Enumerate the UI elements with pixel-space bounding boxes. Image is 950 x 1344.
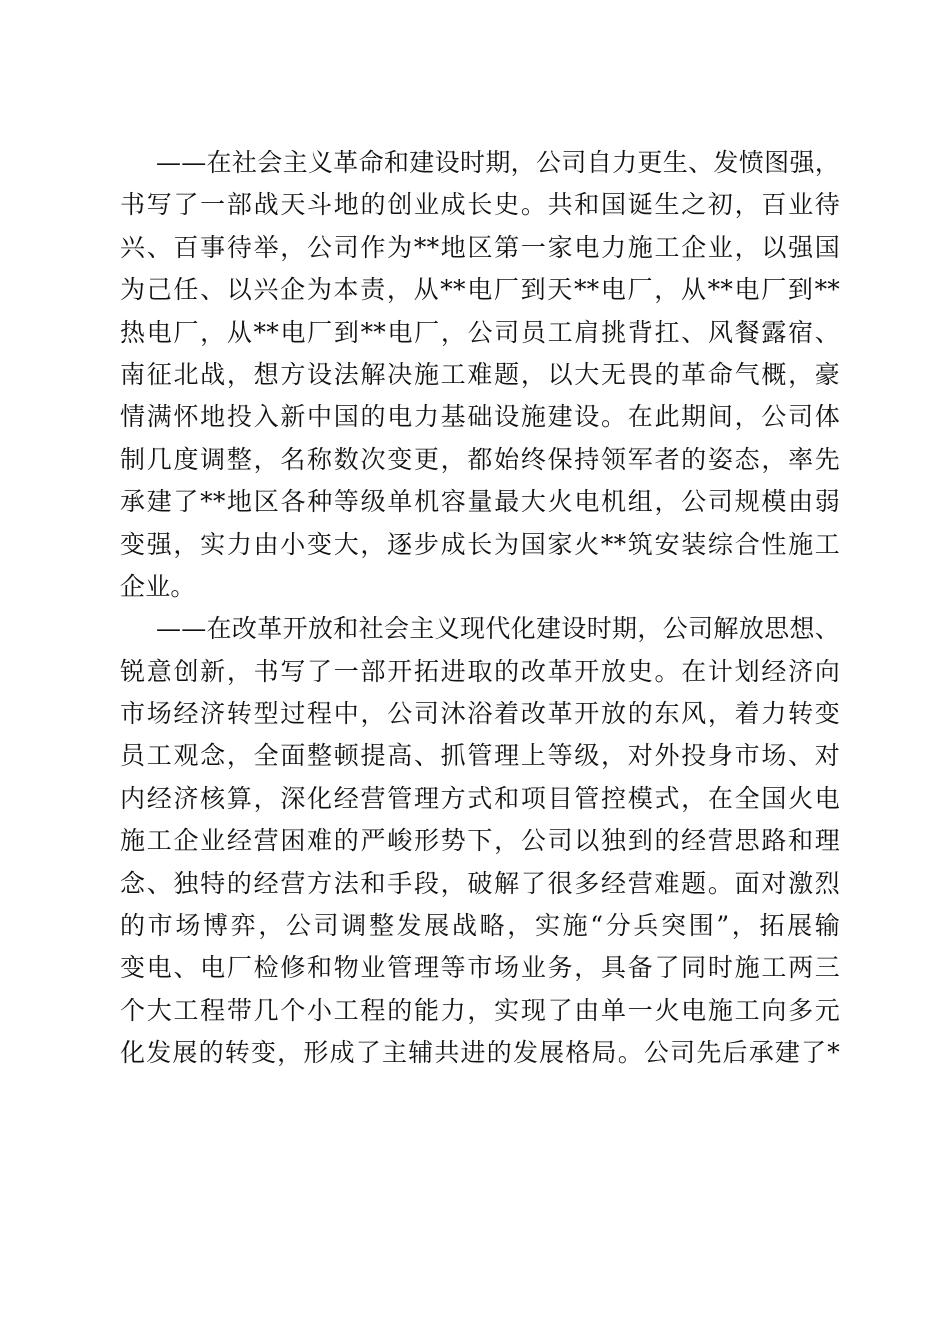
paragraph-2-line-9: 变电、电厂检修和物业管理等市场业务，具备了同时施工两三: [120, 953, 840, 983]
paragraph-2: [120, 608, 840, 1074]
paragraph-2-line-8: 的市场博弈，公司调整发展战略，实施“分兵突围”，拓展输: [120, 911, 840, 941]
paragraph-2-line-2: 锐意创新，书写了一部开拓进取的改革开放史。在计划经济向: [120, 656, 840, 686]
paragraph-2-line-7: 念、独特的经营方法和手段，破解了很多经营难题。面对激烈: [120, 868, 840, 898]
paragraph-1-line-5: 热电厂，从**电厂到**电厂，公司员工肩挑背扛、风餐露宿、: [120, 317, 840, 347]
paragraph-1-line-10: 变强，实力由小变大，逐步成长为国家火**筑安装综合性施工: [120, 529, 840, 559]
paragraph-1-line-7: 情满怀地投入新中国的电力基础设施建设。在此期间，公司体: [120, 402, 840, 432]
body-text: [120, 142, 840, 1075]
paragraph-2-line-1: ——在改革开放和社会主义现代化建设时期，公司解放思想、: [156, 614, 840, 644]
paragraph-2-line-5: 内经济核算，深化经营管理方式和项目管控模式，在全国火电: [120, 783, 840, 813]
paragraph-2-line-3: 市场经济转型过程中，公司沐浴着改革开放的东风，着力转变: [120, 699, 840, 729]
paragraph-1-line-6: 南征北战，想方设法解决施工难题，以大无畏的革命气概，豪: [120, 359, 840, 389]
paragraph-1-line-3: 兴、百事待举，公司作为**地区第一家电力施工企业，以强国: [120, 232, 840, 262]
paragraph-2-line-6: 施工企业经营困难的严峻形势下，公司以独到的经营思路和理: [120, 826, 840, 856]
paragraph-1-line-2: 书写了一部战天斗地的创业成长史。共和国诞生之初，百业待: [120, 190, 840, 220]
paragraph-1-line-4: 为己任、以兴企为本责，从**电厂到天**电厂，从**电厂到**: [120, 275, 840, 305]
paragraph-1-line-1: ——在社会主义革命和建设时期，公司自力更生、发愤图强，: [156, 148, 840, 177]
paragraph-2-line-10: 个大工程带几个小工程的能力，实现了由单一火电施工向多元: [120, 995, 840, 1025]
paragraph-1: [120, 142, 840, 608]
paragraph-1-line-8: 制几度调整，名称数次变更，都始终保持领军者的姿态，率先: [120, 444, 840, 474]
paragraph-2-line-11: 化发展的转变，形成了主辅共进的发展格局。公司先后承建了*: [120, 1038, 840, 1068]
paragraph-2-line-4: 员工观念，全面整顿提高、抓管理上等级，对外投身市场、对: [120, 741, 840, 771]
paragraph-1-line-9: 承建了**地区各种等级单机容量最大火电机组，公司规模由弱: [120, 487, 840, 517]
paragraph-1-line-11: 企业。: [120, 571, 196, 601]
